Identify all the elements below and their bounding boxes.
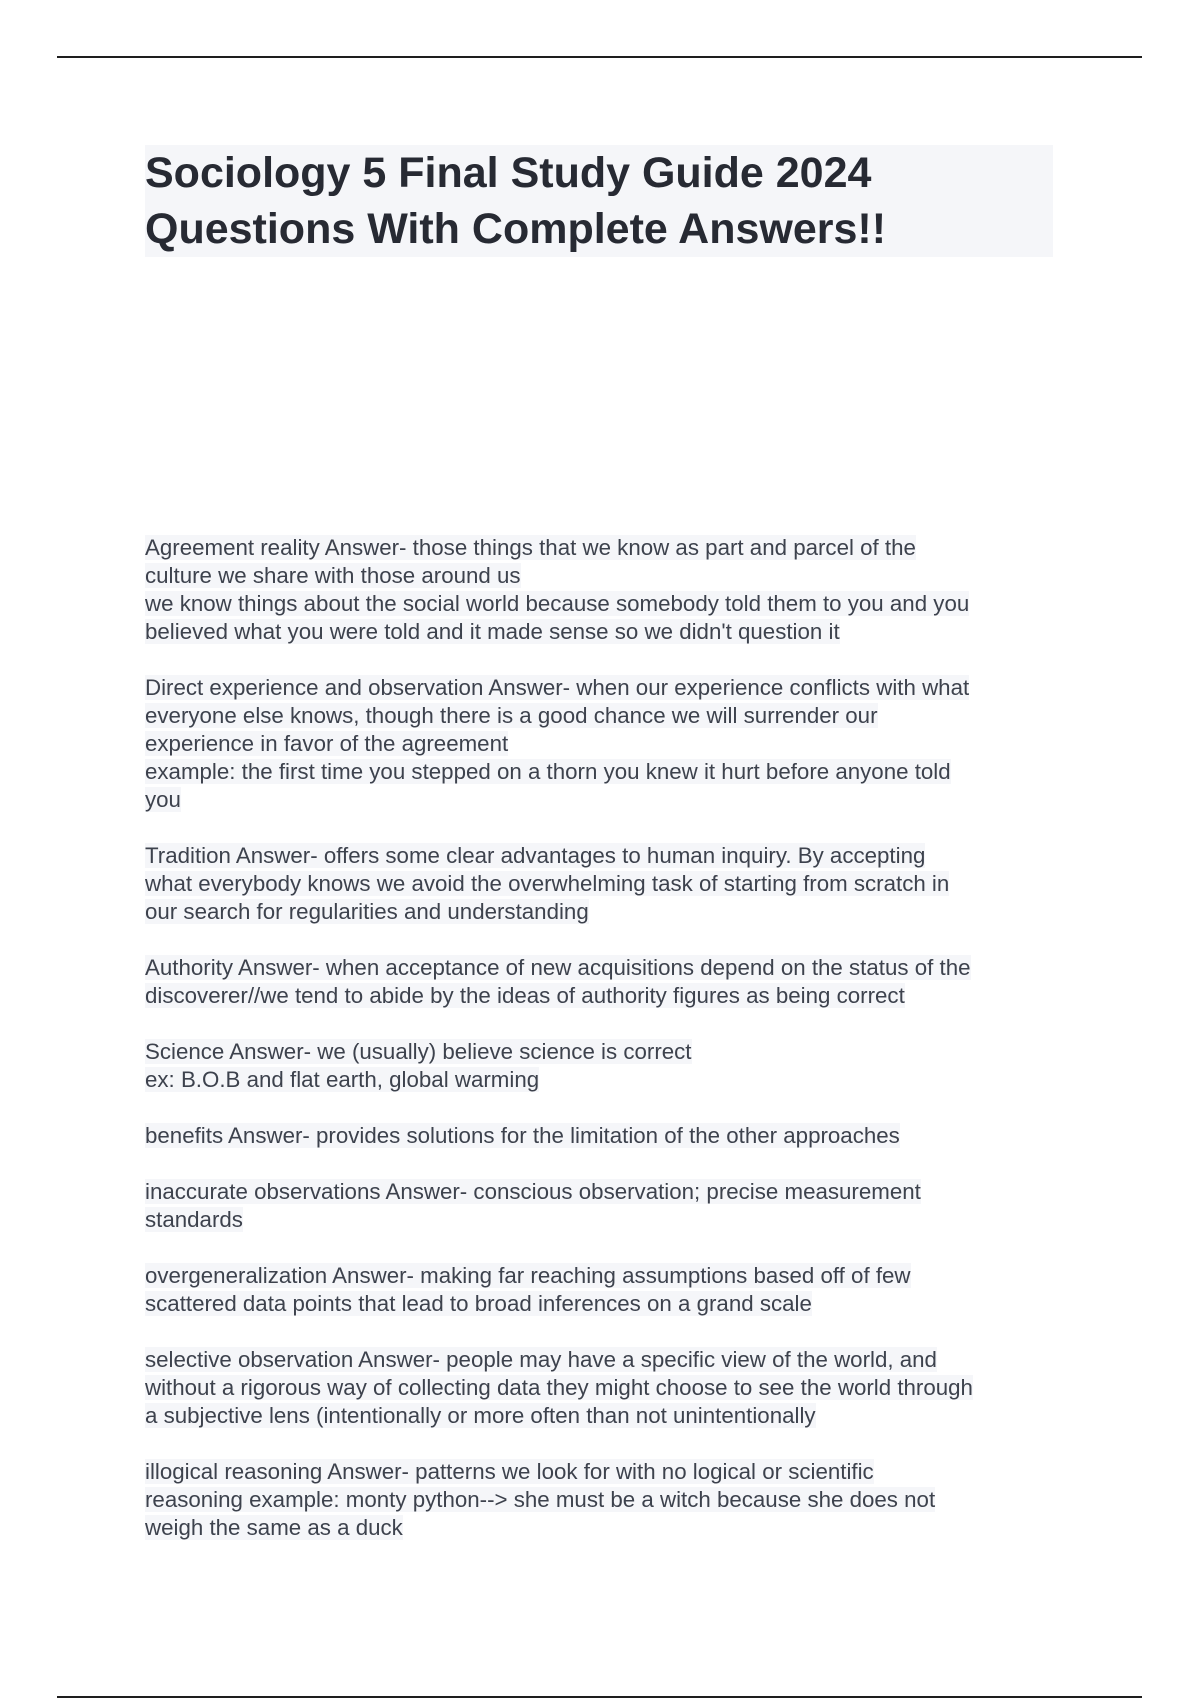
entry-line: [145, 786, 1065, 814]
entry-line: [145, 1514, 1065, 1542]
entry-line-text: Tradition Answer- offers some clear advantages to human inquiry. By accepting: [145, 843, 926, 868]
entry-line: [145, 1486, 1065, 1514]
study-guide-entries: [145, 534, 1065, 1570]
entry-line: [145, 1038, 1065, 1066]
entry-line: [145, 1206, 1065, 1234]
entry-line-text: our search for regularities and understanding: [145, 899, 589, 924]
entry-line-text: what everybody knows we avoid the overwhelming task of starting from scratch in: [145, 871, 950, 896]
entry-tradition: [145, 842, 1065, 926]
entry-line: [145, 534, 1065, 562]
entry-line-text: we know things about the social world because somebody told them to you and you: [145, 591, 970, 616]
entry-line: [145, 1066, 1065, 1094]
entry-line: [145, 870, 1065, 898]
entry-line: [145, 702, 1065, 730]
entry-benefits: [145, 1122, 1065, 1150]
entry-line-text: Science Answer- we (usually) believe science is correct: [145, 1039, 692, 1064]
entry-line-text: without a rigorous way of collecting data they might choose to see the world through: [145, 1375, 973, 1400]
entry-line-text: reasoning example: monty python--> she must be a witch because she does not: [145, 1487, 936, 1512]
entry-line: [145, 1458, 1065, 1486]
entry-direct-experience: [145, 674, 1065, 814]
entry-line-text: a subjective lens (intentionally or more often than not unintentionally: [145, 1403, 816, 1428]
entry-line-text: everyone else knows, though there is a good chance we will surrender our: [145, 703, 878, 728]
entry-line-text: benefits Answer- provides solutions for the limitation of the other approaches: [145, 1123, 900, 1148]
entry-line: [145, 982, 1065, 1010]
entry-line: [145, 954, 1065, 982]
entry-line: [145, 1402, 1065, 1430]
entry-line-text: overgeneralization Answer- making far reaching assumptions based off of few: [145, 1263, 911, 1288]
entry-line-text: you: [145, 787, 181, 812]
entry-line-text: Direct experience and observation Answer- when our experience conflicts with what: [145, 675, 970, 700]
entry-line-text: scattered data points that lead to broad inferences on a grand scale: [145, 1291, 812, 1316]
entry-line: [145, 1178, 1065, 1206]
entry-selective-observation: [145, 1346, 1065, 1430]
bottom-rule: [57, 1696, 1142, 1698]
entry-agreement-reality: [145, 534, 1065, 646]
entry-line-text: example: the first time you stepped on a thorn you knew it hurt before anyone told: [145, 759, 951, 784]
entry-authority: [145, 954, 1065, 1010]
entry-overgeneralization: [145, 1262, 1065, 1318]
entry-line-text: illogical reasoning Answer- patterns we look for with no logical or scientific: [145, 1459, 874, 1484]
entry-inaccurate-observations: [145, 1178, 1065, 1234]
entry-line: [145, 618, 1065, 646]
entry-line: [145, 1262, 1065, 1290]
entry-line-text: culture we share with those around us: [145, 563, 521, 588]
entry-line-text: Agreement reality Answer- those things that we know as part and parcel of the: [145, 535, 916, 560]
entry-line: [145, 562, 1065, 590]
entry-line: [145, 590, 1065, 618]
entry-line-text: selective observation Answer- people may have a specific view of the world, and: [145, 1347, 937, 1372]
entry-line: [145, 1290, 1065, 1318]
entry-line-text: believed what you were told and it made sense so we didn't question it: [145, 619, 840, 644]
entry-line-text: standards: [145, 1207, 243, 1232]
entry-line: [145, 1346, 1065, 1374]
entry-line: [145, 1122, 1065, 1150]
entry-line: [145, 730, 1065, 758]
title-line-2: Questions With Complete Answers!!: [145, 205, 887, 253]
entry-line-text: inaccurate observations Answer- conscious observation; precise measurement: [145, 1179, 921, 1204]
entry-line-text: experience in favor of the agreement: [145, 731, 509, 756]
document-title: [145, 145, 1053, 257]
entry-line: [145, 674, 1065, 702]
entry-illogical-reasoning: [145, 1458, 1065, 1542]
entry-science: [145, 1038, 1065, 1094]
entry-line: [145, 758, 1065, 786]
title-line-1: Sociology 5 Final Study Guide 2024: [145, 149, 872, 197]
entry-line: [145, 898, 1065, 926]
entry-line-text: weigh the same as a duck: [145, 1515, 403, 1540]
top-rule: [57, 56, 1142, 58]
entry-line: [145, 1374, 1065, 1402]
entry-line-text: ex: B.O.B and flat earth, global warming: [145, 1067, 540, 1092]
entry-line: [145, 842, 1065, 870]
entry-line-text: discoverer//we tend to abide by the ideas of authority figures as being correct: [145, 983, 905, 1008]
entry-line-text: Authority Answer- when acceptance of new acquisitions depend on the status of the: [145, 955, 971, 980]
